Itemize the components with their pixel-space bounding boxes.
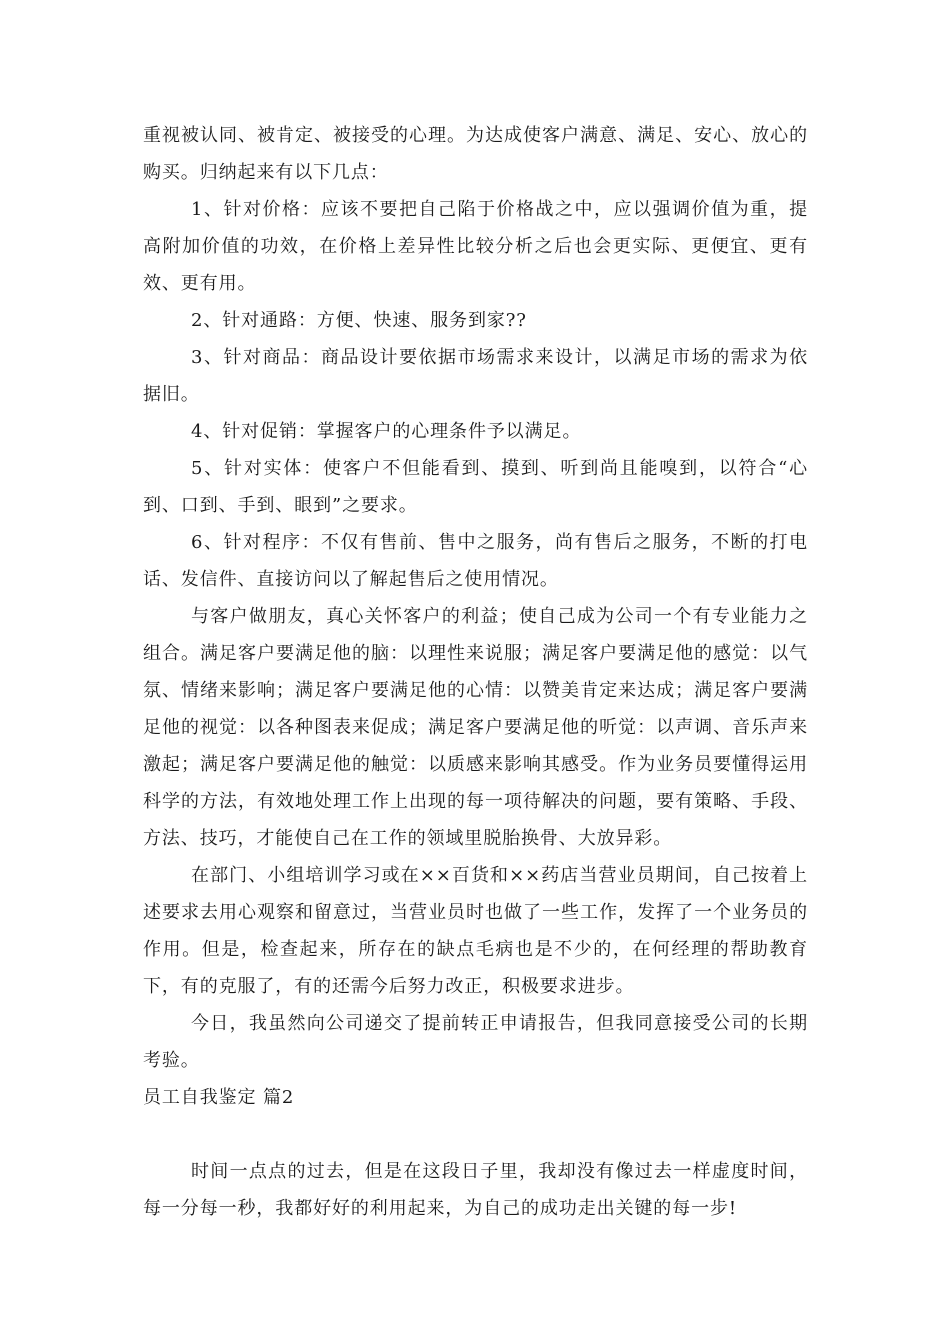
- section-title: 员工自我鉴定 篇2: [143, 1087, 295, 1108]
- paragraph: 与客户做朋友，真心关怀客户的利益；使自己成为公司一个有专业能力之组合。满足客户要满足他的脑：以理性来说服；满足客户要满足他的感觉：以气氛、情绪来影响；满足客户要满足他的心情：以赞美肯定来达成；满足客户要满足他的视觉：以各种图表来促成；满足客户要满足他的听觉：以声调、音乐声来激起；满足客户要满足他的触觉：以质感来影响其感受。作为业务员要懂得运用科学的方法，有效地处理工作上出现的每一项待解决的问题，要有策略、手段、方法、技巧，才能使自己在工作的领域里脱胎换骨、大放异彩。: [143, 606, 808, 849]
- blank-line: [143, 1116, 808, 1153]
- document-page: [143, 117, 808, 1227]
- paragraph: 在部门、小组培训学习或在××百货和××药店当营业员期间，自己按着上述要求去用心观察和留意过，当营业员时也做了一些工作，发挥了一个业务员的作用。但是，检查起来，所存在的缺点毛病也是不少的，在何经理的帮助教育下，有的克服了，有的还需今后努力改正，积极要求进步。: [143, 865, 808, 997]
- paragraph: 今日，我虽然向公司递交了提前转正申请报告，但我同意接受公司的长期考验。: [143, 1013, 808, 1071]
- list-item-product: 3、针对商品：商品设计要依据市场需求来设计，以满足市场的需求为依据旧。: [143, 347, 808, 405]
- paragraph: 重视被认同、被肯定、被接受的心理。为达成使客户满意、满足、安心、放心的购买。归纳起来有以下几点：: [143, 125, 808, 183]
- list-item-promotion: 4、针对促销：掌握客户的心理条件予以满足。: [191, 421, 582, 442]
- paragraph: 时间一点点的过去，但是在这段日子里，我却没有像过去一样虚度时间，每一分每一秒，我都好好的利用起来，为自己的成功走出关键的每一步!: [143, 1161, 808, 1219]
- list-item-channel: 2、针对通路：方便、快速、服务到家??: [191, 310, 527, 331]
- list-item-entity: 5、针对实体：使客户不但能看到、摸到、听到尚且能嗅到，以符合“心到、口到、手到、眼到”之要求。: [143, 458, 808, 516]
- list-item-procedure: 6、针对程序：不仅有售前、售中之服务，尚有售后之服务，不断的打电话、发信件、直接访问以了解起售后之使用情况。: [143, 532, 808, 590]
- list-item-price: 1、针对价格：应该不要把自己陷于价格战之中，应以强调价值为重，提高附加价值的功效，在价格上差异性比较分析之后也会更实际、更便宜、更有效、更有用。: [143, 199, 808, 294]
